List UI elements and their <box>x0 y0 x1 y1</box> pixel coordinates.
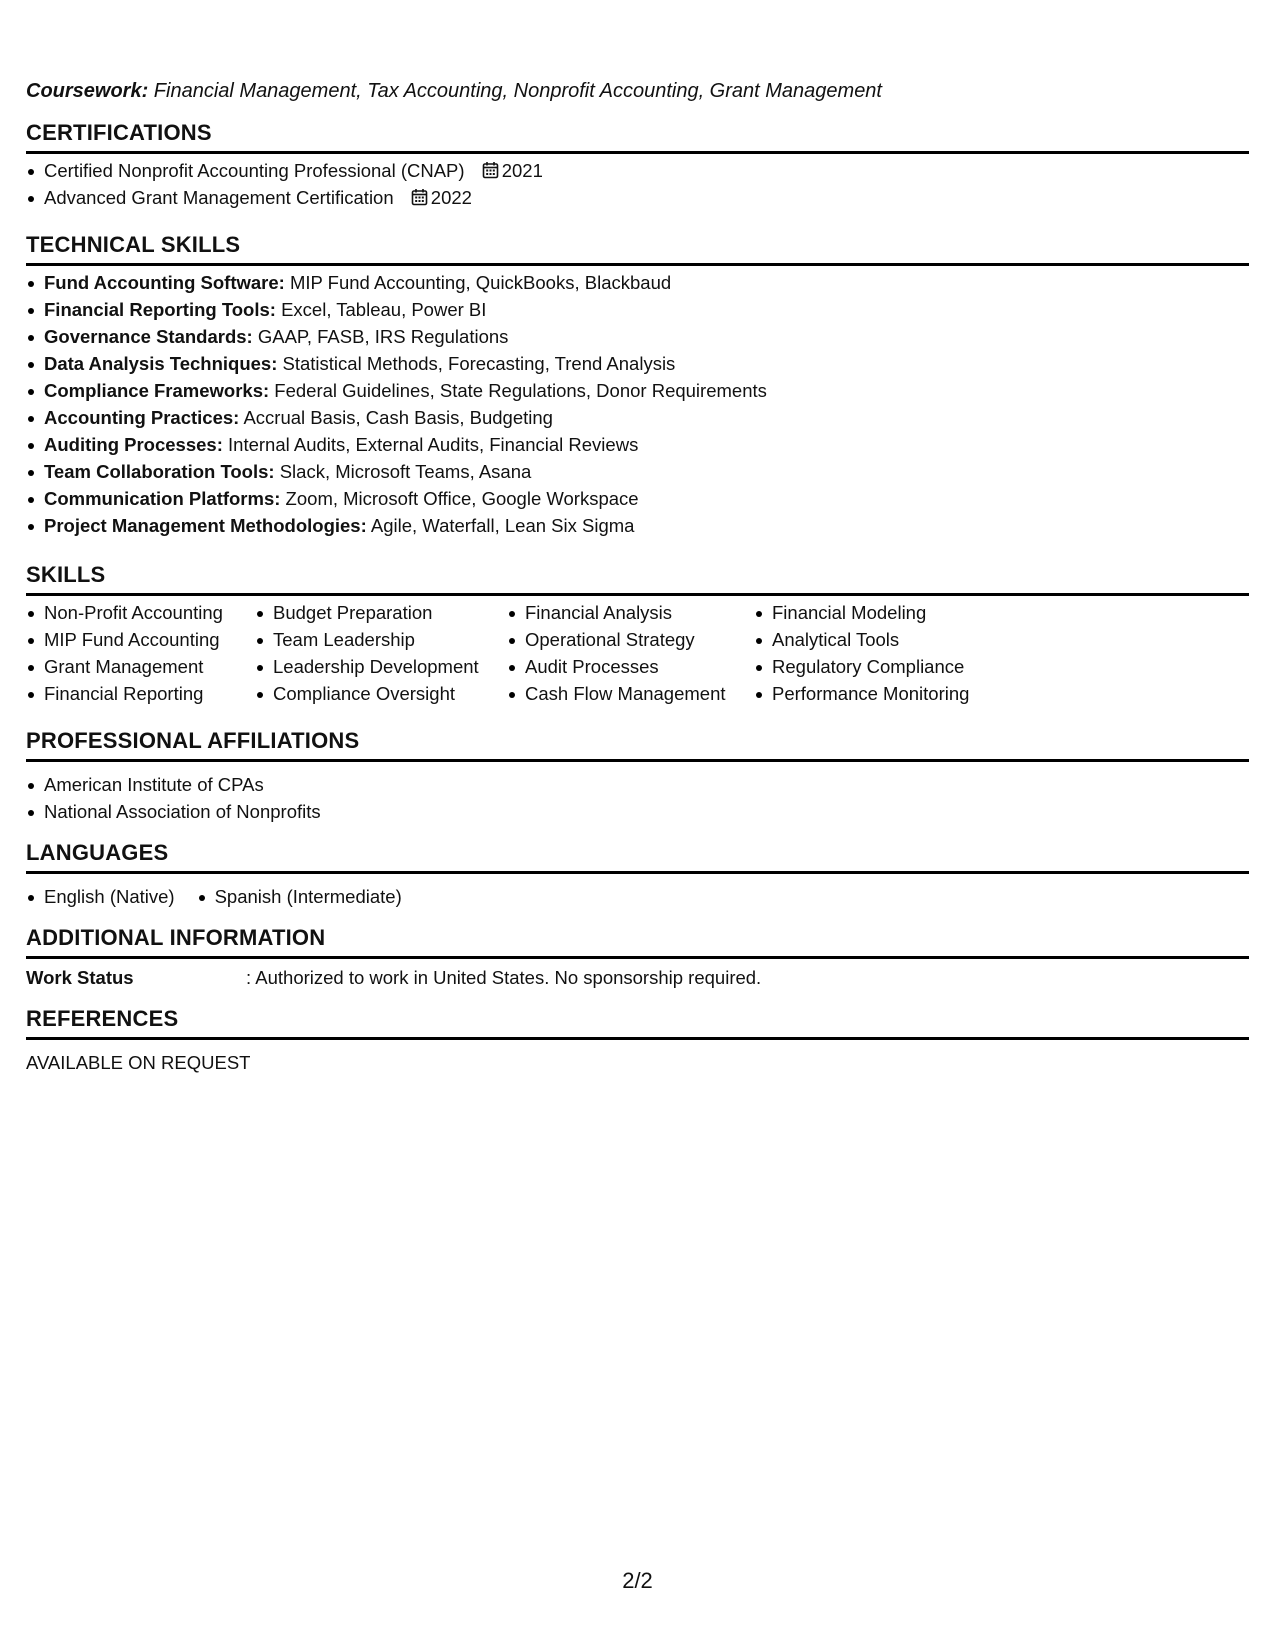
affiliation-item: National Association of Nonprofits <box>26 798 321 825</box>
tech-skill-value: Accrual Basis, Cash Basis, Budgeting <box>239 407 553 428</box>
technical-skills-heading: TECHNICAL SKILLS <box>26 233 1249 266</box>
tech-skill-label: Team Collaboration Tools: <box>44 461 275 482</box>
language-item: English (Native) <box>26 883 175 910</box>
work-status-value: : Authorized to work in United States. No sponsorship required. <box>246 967 762 988</box>
skill-item: Leadership Development <box>255 653 479 680</box>
tech-skill-value: Slack, Microsoft Teams, Asana <box>274 461 532 482</box>
certification-year: 2022 <box>430 187 472 208</box>
tech-skill-item <box>26 404 767 431</box>
tech-skill-label: Data Analysis Techniques: <box>44 353 278 374</box>
coursework-line <box>26 80 882 103</box>
tech-skill-value: Internal Audits, External Audits, Financial Reviews <box>222 434 639 455</box>
references-text: AVAILABLE ON REQUEST <box>26 1052 251 1073</box>
certification-name: Advanced Grant Management Certification <box>44 187 394 208</box>
certification-name: Certified Nonprofit Accounting Professional (CNAP) <box>44 160 465 181</box>
skill-item: Financial Modeling <box>754 599 969 626</box>
certification-item <box>26 157 543 184</box>
skill-item: Operational Strategy <box>507 626 726 653</box>
affiliation-item: American Institute of CPAs <box>26 771 321 798</box>
skills-column <box>507 599 726 707</box>
coursework-text: Financial Management, Tax Accounting, Nonprofit Accounting, Grant Management <box>148 80 882 102</box>
skills-grid <box>26 599 1249 709</box>
coursework-label: Coursework: <box>26 80 149 102</box>
affiliations-list <box>26 771 321 825</box>
calendar-icon <box>482 161 499 179</box>
skill-item: Non-Profit Accounting <box>26 599 223 626</box>
tech-skill-item <box>26 350 767 377</box>
certifications-heading: CERTIFICATIONS <box>26 121 1249 154</box>
additional-info-heading: ADDITIONAL INFORMATION <box>26 926 1249 959</box>
languages-heading: LANGUAGES <box>26 841 1249 874</box>
tech-skill-label: Fund Accounting Software: <box>44 272 285 293</box>
skill-item: MIP Fund Accounting <box>26 626 223 653</box>
skill-item: Cash Flow Management <box>507 680 726 707</box>
tech-skill-item <box>26 512 767 539</box>
skill-item: Performance Monitoring <box>754 680 969 707</box>
tech-skill-label: Auditing Processes: <box>44 434 223 455</box>
tech-skill-item <box>26 269 767 296</box>
tech-skill-value: Excel, Tableau, Power BI <box>275 299 487 320</box>
skill-item: Compliance Oversight <box>255 680 479 707</box>
calendar-icon <box>411 188 428 206</box>
references-heading: REFERENCES <box>26 1007 1249 1040</box>
skill-item: Analytical Tools <box>754 626 969 653</box>
certification-item <box>26 184 543 211</box>
skill-item: Grant Management <box>26 653 223 680</box>
tech-skill-label: Compliance Frameworks: <box>44 380 270 401</box>
tech-skill-item <box>26 431 767 458</box>
tech-skill-value: Agile, Waterfall, Lean Six Sigma <box>366 515 635 536</box>
tech-skill-value: GAAP, FASB, IRS Regulations <box>252 326 509 347</box>
skill-item: Financial Analysis <box>507 599 726 626</box>
skill-item: Budget Preparation <box>255 599 479 626</box>
tech-skill-value: Statistical Methods, Forecasting, Trend Analysis <box>277 353 676 374</box>
skill-item: Financial Reporting <box>26 680 223 707</box>
language-item: Spanish (Intermediate) <box>197 883 402 910</box>
work-status-label: Work Status <box>26 967 134 988</box>
tech-skill-label: Communication Platforms: <box>44 488 281 509</box>
tech-skill-label: Financial Reporting Tools: <box>44 299 276 320</box>
skills-column <box>754 599 969 707</box>
page-number: 2/2 <box>622 1568 653 1593</box>
tech-skill-value: Zoom, Microsoft Office, Google Workspace <box>280 488 639 509</box>
languages-list <box>26 883 402 910</box>
skill-item: Audit Processes <box>507 653 726 680</box>
tech-skill-item <box>26 377 767 404</box>
tech-skill-value: Federal Guidelines, State Regulations, Donor Requirements <box>269 380 767 401</box>
affiliations-heading: PROFESSIONAL AFFILIATIONS <box>26 729 1249 762</box>
skills-column <box>26 599 223 707</box>
tech-skill-item <box>26 296 767 323</box>
tech-skill-value: MIP Fund Accounting, QuickBooks, Blackbaud <box>284 272 672 293</box>
tech-skill-label: Accounting Practices: <box>44 407 240 428</box>
tech-skill-item <box>26 485 767 512</box>
tech-skill-label: Project Management Methodologies: <box>44 515 367 536</box>
tech-skill-label: Governance Standards: <box>44 326 253 347</box>
certification-year: 2021 <box>501 160 543 181</box>
skill-item: Regulatory Compliance <box>754 653 969 680</box>
tech-skill-item <box>26 458 767 485</box>
certifications-list <box>26 157 543 211</box>
skills-column <box>255 599 479 707</box>
technical-skills-list <box>26 269 767 539</box>
tech-skill-item <box>26 323 767 350</box>
skills-heading: SKILLS <box>26 563 1249 596</box>
skill-item: Team Leadership <box>255 626 479 653</box>
